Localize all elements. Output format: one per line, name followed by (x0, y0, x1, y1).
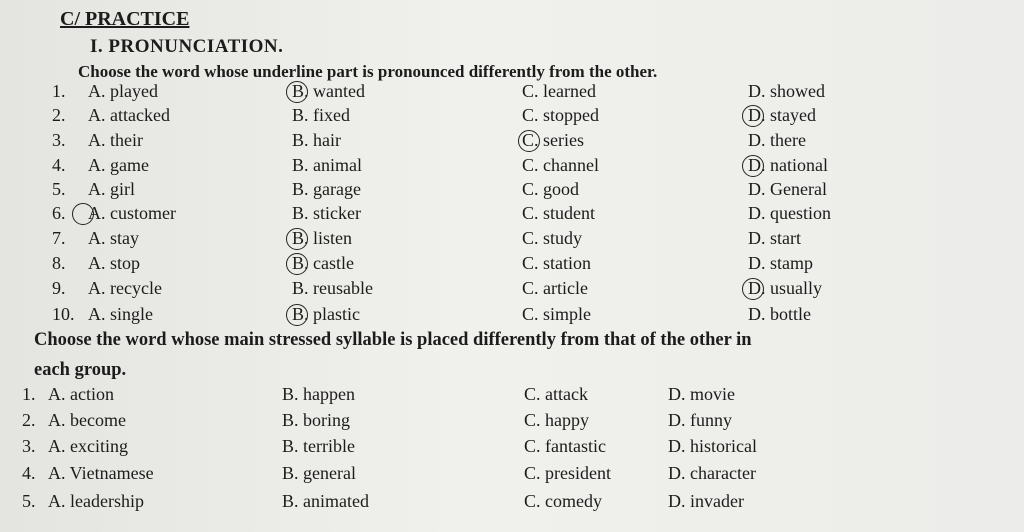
stress-option-text: D. character (668, 463, 756, 483)
pronunciation-option-text: B. garage (292, 179, 361, 199)
stress-option-text: C. president (524, 463, 611, 483)
pronunciation-option-text: A. attacked (88, 105, 170, 125)
pronunciation-option-b (292, 179, 361, 200)
pronunciation-row (0, 304, 1024, 328)
pronunciation-row (0, 155, 1024, 179)
stress-option-d (668, 491, 744, 512)
answer-circle-mark (286, 253, 308, 275)
stress-option-a (48, 410, 126, 431)
pronunciation-option-b (292, 253, 354, 274)
pronunciation-option-text: A. played (88, 81, 158, 101)
stress-row (0, 491, 1024, 515)
pronunciation-option-c (522, 81, 596, 102)
stress-option-c (524, 463, 611, 484)
pronunciation-row (0, 278, 1024, 302)
pronunciation-option-d (748, 304, 811, 325)
pronunciation-option-b (292, 228, 352, 249)
pronunciation-number: 4. (52, 155, 66, 175)
pronunciation-option-text: B. wanted (292, 81, 365, 101)
pronunciation-option-text: B. plastic (292, 304, 360, 324)
pronunciation-option-text: D. start (748, 228, 801, 248)
pronunciation-number: 8. (52, 253, 66, 273)
stress-option-text: C. fantastic (524, 436, 606, 456)
pronunciation-row (0, 228, 1024, 252)
pronunciation-option-d (748, 179, 827, 200)
pronunciation-number: 3. (52, 130, 66, 150)
pronunciation-option-a (88, 304, 153, 325)
stress-instruction-line1: Choose the word whose main stressed syllable is placed differently from that of the other in (34, 330, 752, 350)
stress-number: 4. (22, 463, 36, 483)
pronunciation-option-text: D. showed (748, 81, 825, 101)
pronunciation-option-text: D. there (748, 130, 806, 150)
pronunciation-option-d (748, 155, 828, 176)
stress-option-c (524, 410, 589, 431)
stress-option-d (668, 410, 732, 431)
pronunciation-option-c (522, 278, 588, 299)
pronunciation-option-d (748, 105, 816, 126)
pronunciation-option-b (292, 155, 362, 176)
pronunciation-option-text: C. simple (522, 304, 592, 324)
stress-option-c (524, 384, 588, 405)
pronunciation-option-text: C. article (522, 278, 588, 298)
pronunciation-option-text: B. animal (292, 155, 362, 175)
pronunciation-option-a (88, 253, 140, 274)
stress-option-text: C. happy (524, 410, 589, 430)
pronunciation-option-c (522, 179, 579, 200)
pronunciation-number: 2. (52, 105, 66, 125)
pronunciation-number: 10. (52, 304, 75, 324)
pronunciation-option-d (748, 130, 806, 151)
pronunciation-row (0, 105, 1024, 129)
answer-circle-mark (286, 81, 308, 103)
stress-row (0, 410, 1024, 434)
pronunciation-option-a (88, 228, 139, 249)
pronunciation-option-text: B. fixed (292, 105, 350, 125)
stress-option-d (668, 436, 757, 457)
pronunciation-option-text: A. girl (88, 179, 135, 199)
pronunciation-number: 1. (52, 81, 66, 101)
pronunciation-option-a (88, 179, 135, 200)
pronunciation-option-text: D. usually (748, 278, 822, 298)
stress-option-b (282, 491, 369, 512)
stress-option-text: D. historical (668, 436, 757, 456)
pronunciation-row (0, 130, 1024, 154)
pronunciation-instruction: Choose the word whose underline part is pronounced differently from the other. (78, 62, 658, 81)
stress-number: 1. (22, 384, 36, 404)
stress-option-text: B. boring (282, 410, 351, 430)
pronunciation-option-text: B. hair (292, 130, 341, 150)
stress-option-text: B. terrible (282, 436, 355, 456)
stress-option-a (48, 491, 144, 512)
answer-circle-mark (286, 228, 308, 250)
pronunciation-option-text: B. sticker (292, 203, 361, 223)
answer-circle-mark (286, 304, 308, 326)
pronunciation-option-c (522, 105, 599, 126)
answer-circle-mark (742, 105, 764, 127)
answer-circle-mark (518, 130, 540, 152)
stress-option-c (524, 491, 602, 512)
pronunciation-option-c (522, 228, 582, 249)
pronunciation-option-a (88, 105, 170, 126)
stress-option-text: A. action (48, 384, 114, 404)
stress-option-d (668, 384, 735, 405)
pronunciation-option-b (292, 278, 373, 299)
stress-number: 3. (22, 436, 36, 456)
pronunciation-option-text: A. recycle (88, 278, 162, 298)
pronunciation-option-a (88, 155, 149, 176)
pronunciation-option-d (748, 278, 822, 299)
stress-option-c (524, 436, 606, 457)
pronunciation-option-a (88, 81, 158, 102)
pronunciation-number: 6. (52, 203, 66, 223)
stress-row (0, 384, 1024, 408)
pronunciation-number: 5. (52, 179, 66, 199)
pronunciation-row (0, 81, 1024, 105)
pronunciation-option-text: A. stop (88, 253, 141, 273)
pronunciation-option-b (292, 203, 361, 224)
pronunciation-option-text: A. stay (88, 228, 139, 248)
answer-circle-mark (72, 203, 94, 225)
stress-number: 2. (22, 410, 36, 430)
pronunciation-option-b (292, 105, 350, 126)
pronunciation-option-text: A. customer (88, 203, 176, 223)
pronunciation-option-text: D. stayed (748, 105, 816, 125)
stress-option-text: B. happen (282, 384, 355, 404)
stress-option-b (282, 384, 355, 405)
pronunciation-option-text: B. listen (292, 228, 353, 248)
pronunciation-number: 9. (52, 278, 66, 298)
pronunciation-option-a (88, 278, 162, 299)
pronunciation-option-text: C. study (522, 228, 583, 248)
pronunciation-option-c (522, 130, 584, 151)
pronunciation-option-text: A. game (88, 155, 149, 175)
pronunciation-row (0, 253, 1024, 277)
stress-number: 5. (22, 491, 36, 511)
stress-option-text: A. leadership (48, 491, 144, 511)
pronunciation-option-d (748, 253, 813, 274)
pronunciation-option-text: C. station (522, 253, 592, 273)
pronunciation-option-d (748, 81, 825, 102)
answer-circle-mark (742, 278, 764, 300)
pronunciation-option-text: C. student (522, 203, 596, 223)
pronunciation-option-d (748, 228, 801, 249)
stress-option-text: A. exciting (48, 436, 128, 456)
stress-option-text: B. animated (282, 491, 369, 511)
answer-circle-mark (742, 155, 764, 177)
pronunciation-option-text: C. stopped (522, 105, 600, 125)
stress-option-text: B. general (282, 463, 356, 483)
stress-option-text: D. funny (668, 410, 732, 430)
stress-option-text: C. attack (524, 384, 588, 404)
pronunciation-option-c (522, 253, 591, 274)
pronunciation-option-text: D. General (748, 179, 827, 199)
stress-option-text: C. comedy (524, 491, 602, 511)
stress-option-a (48, 463, 154, 484)
pronunciation-option-text: D. national (748, 155, 828, 175)
section-title: C/ PRACTICE (60, 8, 190, 30)
pronunciation-option-text: A. single (88, 304, 153, 324)
pronunciation-option-c (522, 155, 599, 176)
pronunciation-row (0, 203, 1024, 227)
stress-option-text: A. Vietnamese (48, 463, 154, 483)
pronunciation-option-text: C. learned (522, 81, 596, 101)
pronunciation-option-text: D. bottle (748, 304, 811, 324)
pronunciation-option-a (88, 130, 143, 151)
pronunciation-option-b (292, 130, 341, 151)
pronunciation-option-d (748, 203, 831, 224)
pronunciation-option-text: C. good (522, 179, 580, 199)
pronunciation-row (0, 179, 1024, 203)
subsection-title: I. PRONUNCIATION. (90, 36, 284, 57)
pronunciation-option-text: A. their (88, 130, 143, 150)
pronunciation-option-text: B. castle (292, 253, 354, 273)
pronunciation-option-c (522, 203, 595, 224)
pronunciation-number: 7. (52, 228, 66, 248)
stress-option-b (282, 410, 350, 431)
pronunciation-option-a (88, 203, 176, 224)
stress-row (0, 463, 1024, 487)
stress-option-text: A. become (48, 410, 126, 430)
stress-row (0, 436, 1024, 460)
stress-option-d (668, 463, 756, 484)
stress-instruction-line2: each group. (34, 360, 127, 380)
stress-option-b (282, 463, 356, 484)
pronunciation-option-text: C. series (522, 130, 584, 150)
stress-option-b (282, 436, 355, 457)
pronunciation-option-text: C. channel (522, 155, 599, 175)
pronunciation-option-b (292, 81, 365, 102)
pronunciation-option-text: D. question (748, 203, 831, 223)
stress-option-text: D. invader (668, 491, 744, 511)
pronunciation-option-c (522, 304, 591, 325)
stress-option-text: D. movie (668, 384, 735, 404)
stress-option-a (48, 384, 114, 405)
pronunciation-option-text: D. stamp (748, 253, 813, 273)
pronunciation-option-b (292, 304, 360, 325)
stress-option-a (48, 436, 128, 457)
pronunciation-option-text: B. reusable (292, 278, 373, 298)
